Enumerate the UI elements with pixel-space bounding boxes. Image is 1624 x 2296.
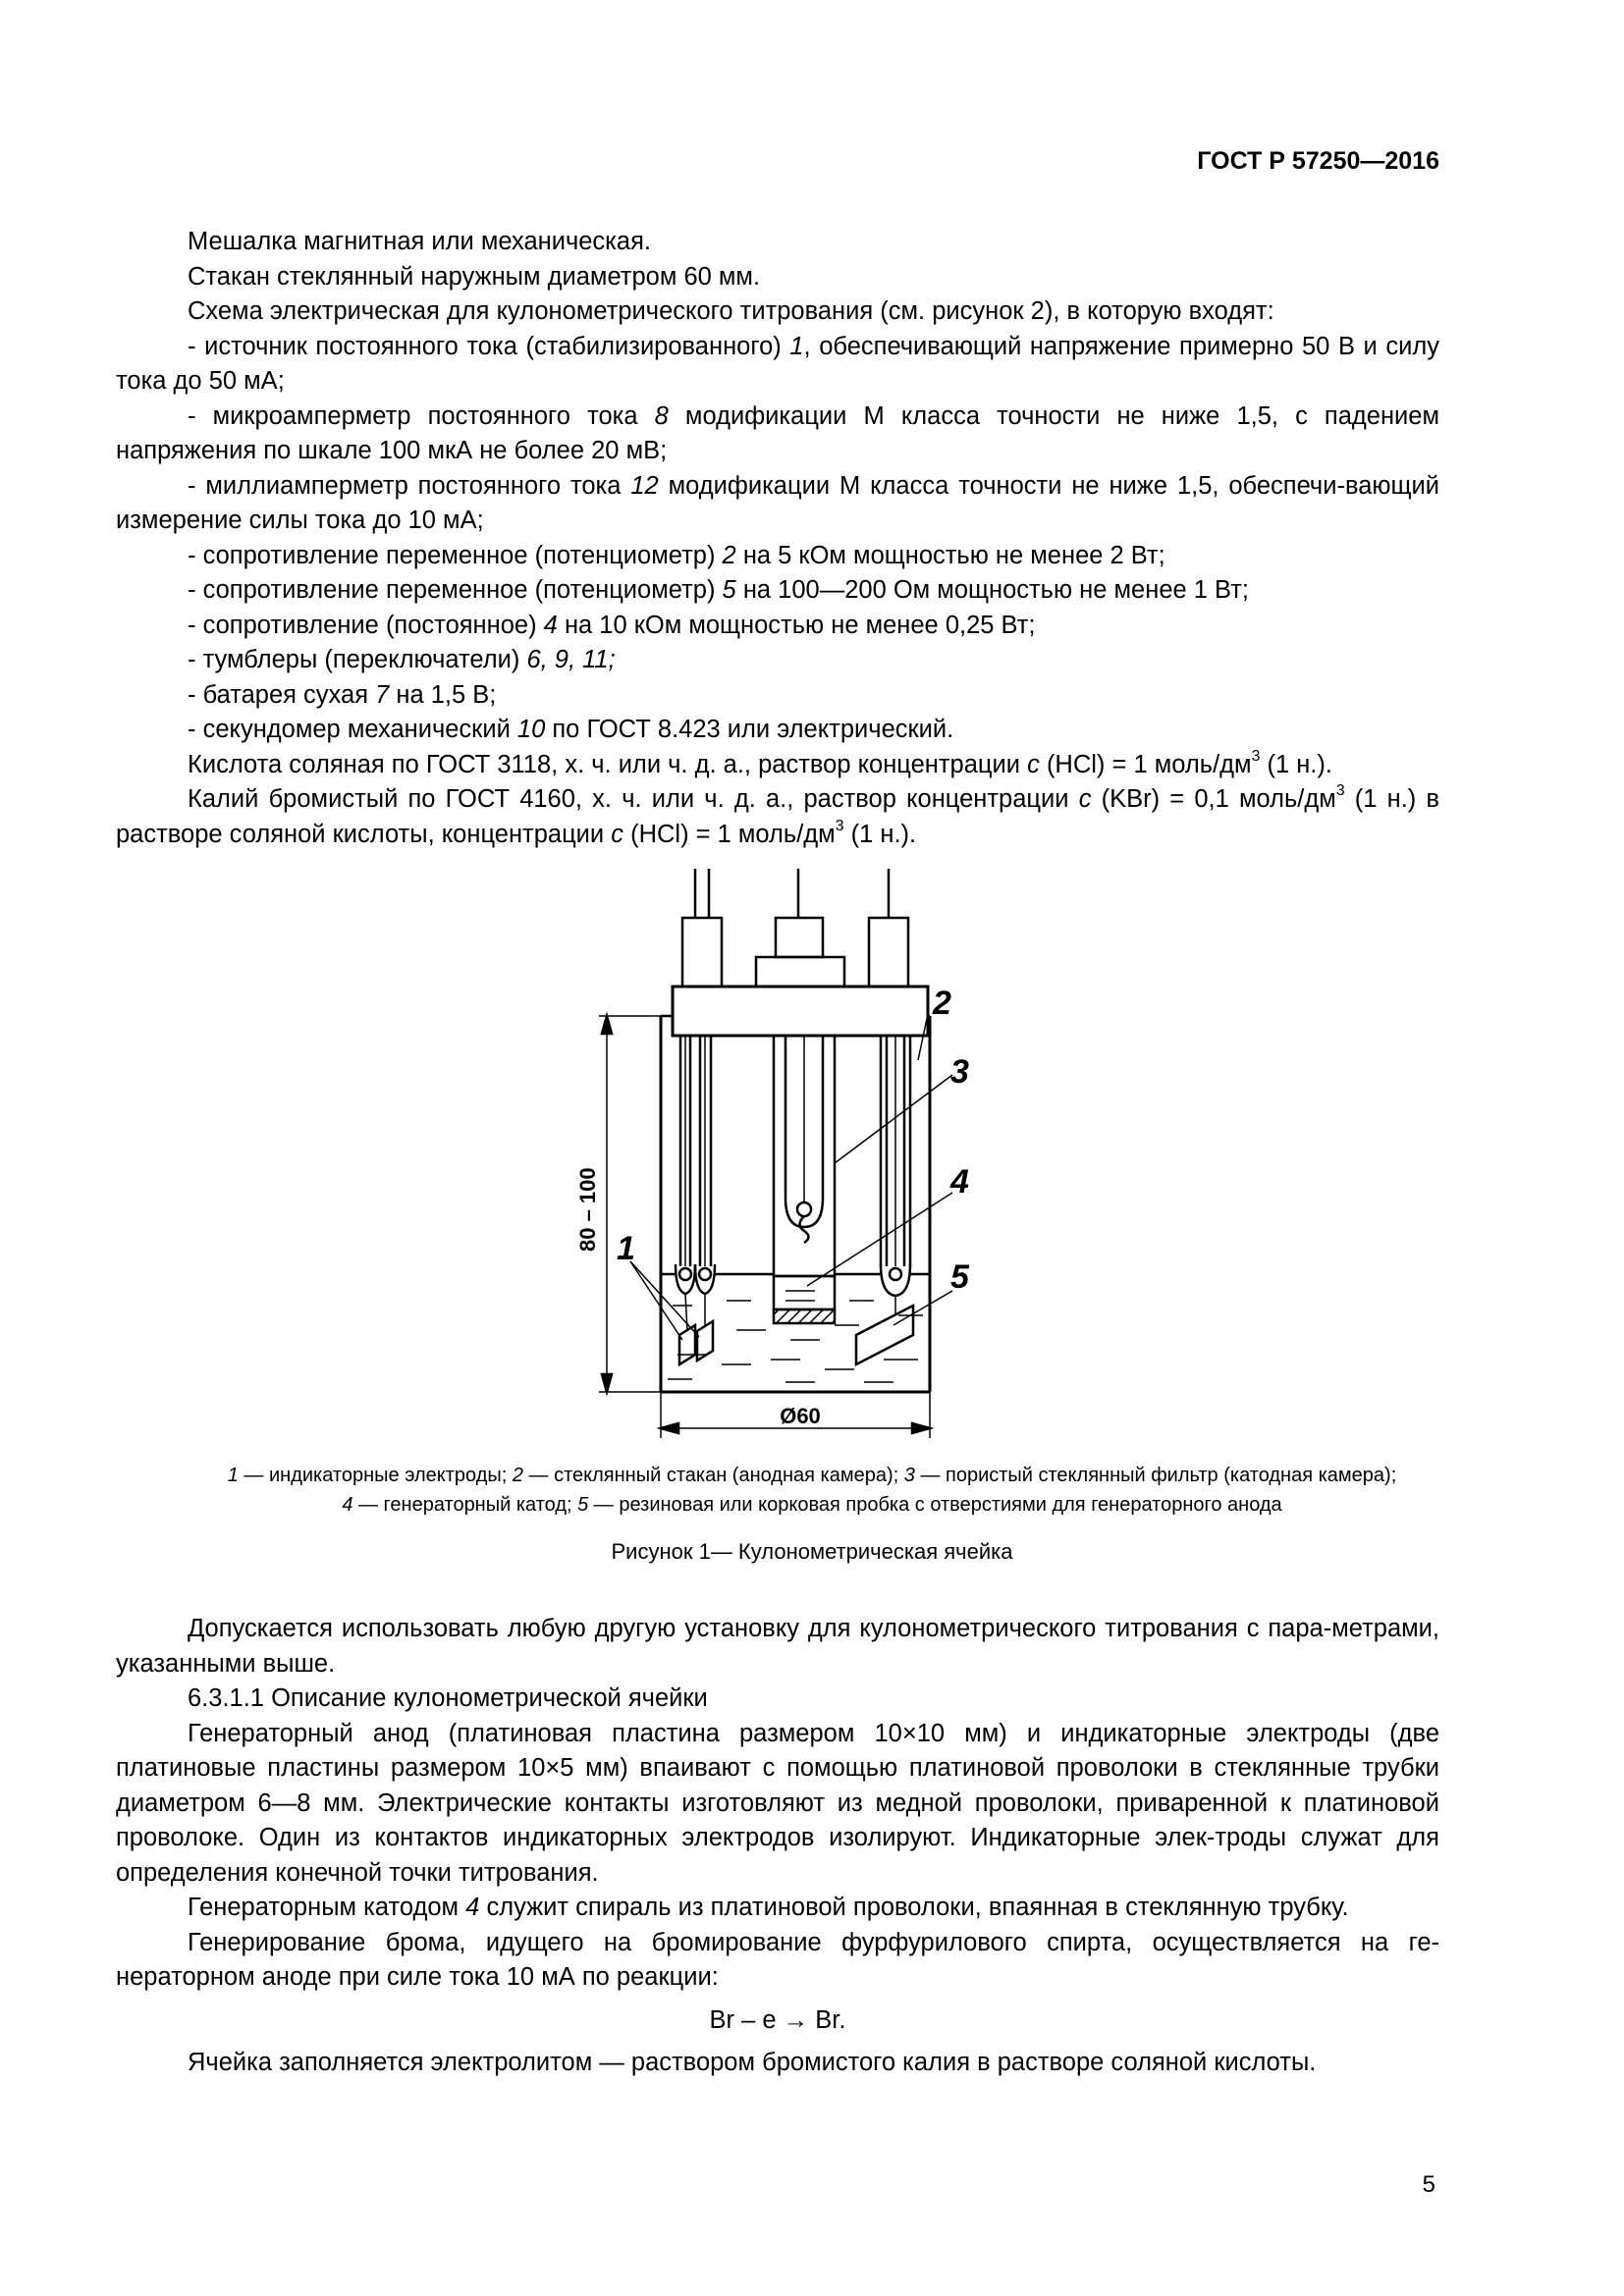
paragraph: Стакан стеклянный наружным диаметром 60 мм. (188, 262, 761, 291)
paragraph: Ячейка заполняется электролитом — раствором бромистого калия в растворе соляной кислоты. (188, 2049, 1317, 2076)
text-block-bottom (116, 1612, 1439, 2081)
figure-label-1: 1 (617, 1230, 635, 1267)
text-block-top (116, 225, 1439, 852)
paragraph-kbr: Калий бромистый по ГОСТ 4160, х. ч. или ч. д. а., раствор концентрации с (KBr) = 0,1 моль/$дм^3$ (1 н.) в растворе соляной кислоты, концентрации с (HCl) = 1 моль/$дм^3$ (1 н.). (116, 782, 1440, 848)
list-item: - миллиамперметр постоянного тока 12 модификации М класса точности не ниже 1,5, обеспечи-вающий измерение силы тока до 10 мА; (116, 471, 1439, 534)
list-item: - секундомер механический 10 по ГОСТ 8.423 или электрический. (188, 716, 954, 743)
list-item: - батарея сухая 7 на 1,5 В; (188, 680, 497, 709)
paragraph: Мешалка магнитная или механическая. (188, 228, 651, 255)
document-header: ГОСТ Р 57250—2016 (1197, 147, 1439, 175)
paragraph: Генерирование брома, идущего на бромирование фурфурилового спирта, осуществляется на ге-нераторном аноде при силе тока 10 мА по реакции: (116, 1928, 1439, 1991)
paragraph: Генераторным катодом 4 служит спираль из платиновой проволоки, впаянная в стеклянную трубку. (188, 1894, 1349, 1921)
figure-label-2: 2 (933, 985, 951, 1022)
dimension-diameter: Ø60 (780, 1404, 821, 1428)
reaction-equation: Br – e → Br. (709, 2005, 846, 2034)
figure-caption: Рисунок 1— Кулонометрическая ячейка (611, 1539, 1013, 1564)
figure-label-4: 4 (950, 1163, 969, 1201)
paragraph: Схема электрическая для кулонометрического титрования (см. рисунок 2), в которую входят: (188, 297, 1274, 325)
list-item: - сопротивление переменное (потенциометр) 5 на 100—200 Ом мощностью не менее 1 Вт; (188, 576, 1249, 604)
figure-legend: 1 — индикаторные электроды; 2 — стеклянный стакан (анодная камера); 3 — пористый стеклянный фильтр (катодная камера); 4 — генераторный катод; 5 — резиновая или корковая пробка с отверстиями для генераторного анода (227, 1465, 1397, 1516)
list-item: - сопротивление переменное (потенциометр) 2 на 5 кОм мощностью не менее 2 Вт; (188, 541, 1165, 569)
figure-label-5: 5 (950, 1258, 969, 1296)
paragraph: Генераторный анод (платиновая пластина размером 10×10 мм) и индикаторные электроды (две платиновые пластины размером 10×5 мм) впаивают с помощью платиновой проволоки в стеклянные трубки диаметром 6—8 мм. Электрические контакты изготовляют из медной проволоки, приваренной к платиновой проволоке. Один из контактов индикаторных электродов изолируют. Индикаторные элек-троды служат для определения конечной точки титрования. (116, 1719, 1439, 1887)
page-number: 5 (1422, 2171, 1435, 2198)
list-item: - сопротивление (постоянное) 4 на 10 кОм мощностью не менее 0,25 Вт; (188, 611, 1036, 639)
paragraph: Допускается использовать любую другую установку для кулонометрического титрования с пара-метрами, указанными выше. (116, 1615, 1439, 1678)
paragraph-acid: Кислота соляная по ГОСТ 3118, х. ч. или ч. д. а., раствор концентрации с (HCl) = 1 моль/$дм^3$ (1 н.). (188, 747, 1332, 778)
figure-label-3: 3 (950, 1053, 969, 1091)
list-item: - тумблеры (переключатели) 6, 9, 11; (188, 646, 616, 673)
section-heading: 6.3.1.1 Описание кулонометрической ячейки (188, 1684, 708, 1712)
coulometric-cell-figure (575, 854, 1021, 1443)
list-item: - микроамперметр постоянного тока 8 модификации М класса точности не ниже 1,5, с падением напряжения по шкале 100 мкА не более 20 мВ; (116, 401, 1440, 464)
list-item: - источник постоянного тока (стабилизированного) 1, обеспечивающий напряжение примерно 50 В и силу тока до 50 мА; (116, 332, 1439, 395)
dimension-height: 80 – 100 (575, 1167, 600, 1252)
